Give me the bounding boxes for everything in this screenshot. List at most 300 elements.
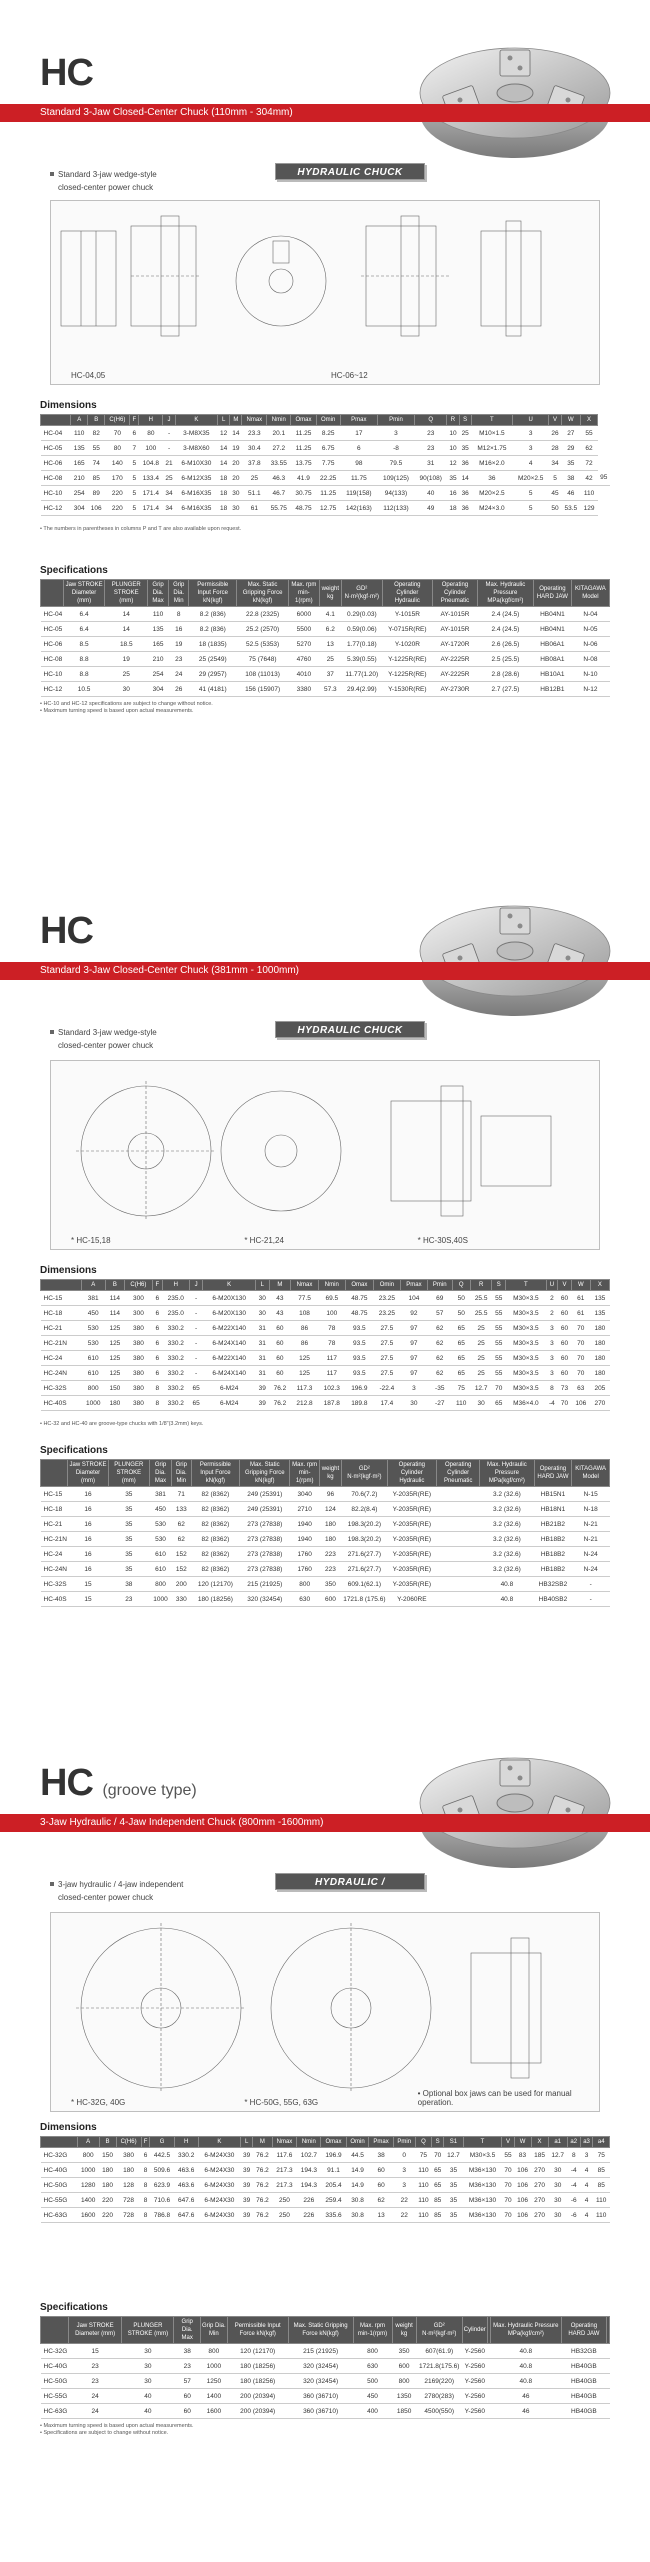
column-header: Permissible Input Force kN(kgf)	[189, 580, 237, 607]
table-cell: 509.6	[150, 2163, 174, 2178]
table-cell: 108	[291, 1306, 319, 1321]
table-cell: 5	[130, 456, 139, 471]
table-cell: 102.3	[318, 1381, 345, 1396]
table-cell: HC-15	[41, 1291, 82, 1306]
table-cell: 74	[88, 456, 105, 471]
column-header	[41, 580, 64, 607]
table-row	[41, 1381, 610, 1396]
description	[58, 1026, 258, 1052]
table-cell: HC-06	[41, 637, 64, 652]
table-cell: 27.5	[373, 1351, 400, 1366]
table-cell: 40.8	[480, 1592, 534, 1607]
table-cell: 8	[152, 1396, 162, 1411]
table-cell: 6000	[289, 607, 320, 622]
figure-caption: * HC-32G, 40G	[71, 2098, 126, 2107]
table-cell: 198.3(20.2)	[342, 1532, 388, 1547]
column-header: weight kg	[392, 2317, 416, 2344]
table-cell: 5500	[289, 622, 320, 637]
table-cell: 51.1	[242, 486, 267, 501]
column-header: Cylinder	[462, 2317, 487, 2344]
table-cell: 85	[593, 2178, 610, 2193]
table-cell: 25	[459, 426, 471, 441]
table-cell: 259.4	[321, 2193, 346, 2208]
table-cell: 500	[353, 2374, 392, 2389]
column-header: C(H6)	[116, 2137, 141, 2148]
title-main: HC	[40, 1762, 93, 1804]
table-cell	[606, 2344, 609, 2359]
table-cell: 300	[124, 1306, 152, 1321]
table-cell: 17.4	[373, 1396, 400, 1411]
dimensions-heading: Dimensions	[40, 400, 97, 411]
table-cell: HC-32S	[41, 1577, 68, 1592]
table-cell: 4.1	[319, 607, 341, 622]
table-cell: 39	[255, 1381, 269, 1396]
table-cell: 34	[163, 501, 175, 516]
table-cell: 3	[546, 1366, 557, 1381]
table-cell: 16	[68, 1487, 108, 1502]
table-cell: 330.2	[162, 1366, 189, 1381]
table-cell: 110	[71, 426, 88, 441]
table-cell: HC-21N	[41, 1532, 68, 1547]
table-cell: 61	[571, 1291, 590, 1306]
table-cell: 4	[580, 2163, 593, 2178]
table-cell: 1400	[200, 2389, 227, 2404]
table-cell: HC-32G	[41, 2148, 78, 2163]
table-cell: 28	[549, 441, 561, 456]
table-cell: N-21	[572, 1517, 610, 1532]
table-row	[41, 1366, 610, 1381]
table-cell: 6	[152, 1366, 162, 1381]
column-header: K	[203, 1280, 256, 1291]
table-cell: 19	[169, 637, 189, 652]
table-cell: HB18N1	[534, 1502, 572, 1517]
table-row	[41, 2178, 610, 2193]
table-cell: 50	[452, 1306, 470, 1321]
table-cell: 2	[546, 1291, 557, 1306]
table-cell: 786.8	[150, 2208, 174, 2223]
column-header: Omin	[373, 1280, 400, 1291]
table-cell: 76.2	[253, 2193, 272, 2208]
table-cell: 100	[139, 441, 163, 456]
table-cell: 60	[558, 1351, 572, 1366]
table-cell: 23	[68, 2374, 122, 2389]
table-cell: 102.7	[297, 2148, 321, 2163]
table-cell: 55	[492, 1291, 506, 1306]
table-cell: 156 (15907)	[237, 682, 289, 697]
table-cell: 94(133)	[377, 486, 414, 501]
table-cell: 12	[447, 456, 459, 471]
table-cell: 0.29(0.03)	[342, 607, 383, 622]
table-cell: 3040	[290, 1487, 319, 1502]
table-cell: HB40SB2	[534, 1592, 572, 1607]
table-cell: 196.9	[321, 2148, 346, 2163]
table-row	[41, 2359, 610, 2374]
column-header: GD² N·m²(kgf·m²)	[416, 2317, 462, 2344]
table-cell: 39	[241, 2208, 253, 2223]
table-cell: 40.8	[490, 2344, 561, 2359]
table-cell: 15	[68, 1592, 108, 1607]
table-cell: 31	[255, 1366, 269, 1381]
column-header: Q	[415, 2137, 431, 2148]
table-cell: 165	[71, 456, 88, 471]
table-cell: 75	[452, 1381, 470, 1396]
table-cell: 60	[558, 1291, 572, 1306]
table-header-row	[41, 580, 610, 607]
table-cell: 36	[471, 471, 512, 486]
table-cell: 35	[444, 2193, 463, 2208]
table-cell: 30	[122, 2359, 174, 2374]
table-cell: 57.3	[319, 682, 341, 697]
table-cell: HB32SB2	[534, 1577, 572, 1592]
table-cell: 125	[105, 1351, 124, 1366]
table-cell: 8	[567, 2148, 580, 2163]
table-cell: 5	[130, 471, 139, 486]
table-cell: Y-2035R(RE)	[387, 1532, 436, 1547]
column-header: Operating Cylinder Hydraulic	[382, 580, 433, 607]
table-cell: 3	[393, 2178, 415, 2193]
table-row	[41, 426, 611, 441]
table-cell: 35	[561, 456, 580, 471]
column-header: a3	[580, 2137, 593, 2148]
table-cell: 14	[105, 622, 148, 637]
table-cell: 93.5	[345, 1321, 373, 1336]
column-header: K	[175, 415, 217, 426]
table-cell: 48.75	[345, 1306, 373, 1321]
table-cell	[437, 1592, 480, 1607]
table-cell: 7.75	[316, 456, 340, 471]
table-cell: HC-18	[41, 1306, 82, 1321]
table-cell: Y-0715R(RE)	[382, 622, 433, 637]
table-cell: 4	[580, 2178, 593, 2193]
table-cell: 106	[514, 2193, 531, 2208]
table-cell: 128	[116, 2178, 141, 2193]
column-header: M	[253, 2137, 272, 2148]
table-cell: 610	[150, 1547, 172, 1562]
table-cell: 25 (2549)	[189, 652, 237, 667]
table-cell: 3380	[289, 682, 320, 697]
table-cell: 271.6(27.7)	[342, 1562, 388, 1577]
description-line: closed-center power chuck	[58, 183, 154, 192]
table-cell: 3	[400, 1381, 427, 1396]
table-cell: 8	[141, 2193, 150, 2208]
table-cell: 76.2	[253, 2148, 272, 2163]
table-cell: 200 (20394)	[227, 2404, 288, 2419]
table-cell: 16	[68, 1532, 108, 1547]
table-cell: 60	[558, 1321, 572, 1336]
table-cell: 6-M24	[203, 1381, 256, 1396]
table-cell: 607(61.9)	[416, 2344, 462, 2359]
table-row	[41, 652, 610, 667]
table-cell: Y-2060RE	[387, 1592, 436, 1607]
table-cell: N-10	[571, 667, 609, 682]
table-cell: 13	[369, 2208, 393, 2223]
table-cell: 3.2 (32.6)	[480, 1517, 534, 1532]
table-cell: 20	[230, 456, 242, 471]
table-cell: 125	[291, 1351, 319, 1366]
table-cell: 76.2	[253, 2208, 272, 2223]
table-cell: 38	[561, 471, 580, 486]
column-header: B	[105, 1280, 124, 1291]
table-row	[41, 2389, 610, 2404]
table-cell: -	[572, 1592, 610, 1607]
column-header: PLUNGER STROKE (mm)	[122, 2317, 174, 2344]
table-cell: 223	[319, 1547, 341, 1562]
table-cell: 400	[353, 2404, 392, 2419]
table-cell: 129	[581, 501, 598, 516]
table-row	[41, 1321, 610, 1336]
column-header: Max. Static Gripping Force kN(kgf)	[240, 1460, 290, 1487]
table-cell: M30×3.5	[506, 1306, 547, 1321]
column-header: L	[218, 415, 230, 426]
table-cell	[606, 2359, 609, 2374]
table-cell: 39	[241, 2178, 253, 2193]
table-cell: 119(158)	[340, 486, 377, 501]
table-cell: 171.4	[139, 486, 163, 501]
table-cell: 610	[81, 1366, 105, 1381]
column-header: Max. rpm min-1(rpm)	[290, 1460, 319, 1487]
table-cell: 18 (1835)	[189, 637, 237, 652]
dimensions-heading: Dimensions	[40, 2122, 97, 2133]
table-cell	[606, 2374, 609, 2389]
column-header: A	[81, 1280, 105, 1291]
table-cell: 60	[558, 1306, 572, 1321]
table-cell: 205	[590, 1381, 609, 1396]
table-cell: 6	[340, 441, 377, 456]
table-cell: 3	[512, 426, 548, 441]
table-cell: HB08A1	[534, 652, 572, 667]
table-cell: 273 (27838)	[240, 1517, 290, 1532]
table-cell: HB40GB	[561, 2359, 606, 2374]
table-cell: 18	[218, 486, 230, 501]
table-cell: 3	[580, 2148, 593, 2163]
column-header: Pmax	[400, 1280, 427, 1291]
column-header: weight kg	[319, 1460, 341, 1487]
table-cell: 2.5 (25.5)	[477, 652, 533, 667]
column-header: H	[162, 1280, 189, 1291]
table-cell: -	[189, 1321, 203, 1336]
table-cell: HC-05	[41, 622, 64, 637]
table-cell: 71	[171, 1487, 191, 1502]
table-cell: 270	[531, 2178, 548, 2193]
table-cell: 530	[150, 1517, 172, 1532]
table-cell: 8	[141, 2208, 150, 2223]
table-cell: Y-2035R(RE)	[387, 1562, 436, 1577]
table-cell: 76.2	[253, 2163, 272, 2178]
table-cell: 25	[470, 1336, 492, 1351]
column-header: W	[561, 415, 580, 426]
description-line: closed-center power chuck	[58, 1893, 154, 1902]
table-cell: 11.75	[340, 471, 377, 486]
note-line: • Maximum turning speed is based upon actual measurements.	[40, 2423, 194, 2429]
table-cell: 142(163)	[340, 501, 377, 516]
table-cell: HB15N1	[534, 1487, 572, 1502]
table-cell: -4	[567, 2163, 580, 2178]
table-cell: 14	[218, 441, 230, 456]
table-cell: 220	[105, 501, 130, 516]
table-cell: 70	[571, 1351, 590, 1366]
table-cell: AY-2225R	[433, 667, 478, 682]
table-cell: 200 (20394)	[227, 2389, 288, 2404]
table-cell: 55	[581, 426, 598, 441]
table-cell: 171.4	[139, 501, 163, 516]
table-cell: 34	[549, 456, 561, 471]
table-cell: 3.2 (32.6)	[480, 1502, 534, 1517]
table-cell: 180 (18256)	[227, 2374, 288, 2389]
table-cell: 800	[77, 2148, 99, 2163]
table-cell: 6-M16X35	[175, 501, 217, 516]
figure-caption: * HC-50G, 55G, 63G	[244, 2098, 319, 2107]
table-cell: 112(133)	[377, 501, 414, 516]
note-line: • Specifications are subject to change without notice.	[40, 2430, 169, 2436]
table-cell: 60	[269, 1366, 291, 1381]
table-cell: 180	[116, 2163, 141, 2178]
table-cell: 220	[99, 2193, 116, 2208]
table-cell: 55	[502, 2148, 514, 2163]
table-cell: N-12	[571, 682, 609, 697]
table-cell: 210	[148, 652, 169, 667]
table-cell: 36	[459, 486, 471, 501]
column-header: Max. Hydraulic Pressure MPa(kgf/cm²)	[490, 2317, 561, 2344]
table-cell: 57	[174, 2374, 200, 2389]
figure-caption: * HC-21,24	[244, 1236, 284, 1245]
table-cell: 11.25	[291, 441, 316, 456]
table-cell: 25.5	[470, 1306, 492, 1321]
table-cell: 360 (36710)	[288, 2389, 353, 2404]
table-cell: 82	[88, 426, 105, 441]
table-cell: 120 (12170)	[227, 2344, 288, 2359]
table-cell: HC-15	[41, 1487, 68, 1502]
table-cell: 13.75	[291, 456, 316, 471]
table-cell: 41.9	[291, 471, 316, 486]
table-cell: Y-2560	[462, 2344, 487, 2359]
table-cell: 65	[432, 2178, 444, 2193]
table-cell: 10.5	[63, 682, 105, 697]
specifications-notes	[40, 701, 213, 715]
note-line: • The numbers in parentheses in columns P and T are also available upon request.	[40, 526, 242, 532]
table-cell: 96	[319, 1487, 341, 1502]
table-cell: 23.25	[373, 1306, 400, 1321]
column-header	[606, 2317, 609, 2344]
table-cell: 106	[514, 2178, 531, 2193]
table-cell: 152	[171, 1562, 191, 1577]
table-cell: 35	[108, 1562, 150, 1577]
table-cell: 19	[230, 441, 242, 456]
column-header: Jaw STROKE Diameter (mm)	[68, 1460, 108, 1487]
table-cell: -	[189, 1351, 203, 1366]
table-cell: 40.8	[490, 2374, 561, 2389]
column-header: Pmin	[377, 415, 414, 426]
column-header: H	[139, 415, 163, 426]
table-cell: 1940	[290, 1532, 319, 1547]
table-cell: 180	[590, 1321, 609, 1336]
column-header: V	[502, 2137, 514, 2148]
table-cell: 70	[571, 1366, 590, 1381]
table-cell: M30×3.5	[506, 1336, 547, 1351]
description	[58, 1878, 258, 1904]
table-cell: 65	[452, 1336, 470, 1351]
table-row	[41, 1306, 610, 1321]
table-cell: 1600	[77, 2208, 99, 2223]
table-cell: 170	[105, 471, 130, 486]
table-cell: 114	[105, 1291, 124, 1306]
table-cell: 110	[452, 1396, 470, 1411]
section-1	[0, 0, 650, 850]
table-cell: 62	[171, 1532, 191, 1547]
table-cell: 380	[124, 1321, 152, 1336]
table-cell: HC-18	[41, 1502, 68, 1517]
table-cell: 16	[169, 622, 189, 637]
table-cell: 55	[492, 1366, 506, 1381]
table-cell: -	[163, 441, 175, 456]
table-cell: 6-M20X130	[203, 1291, 256, 1306]
table-cell: 40	[122, 2404, 174, 2419]
table-cell: 62	[427, 1351, 452, 1366]
specifications-heading: Specifications	[40, 1445, 108, 1456]
column-header: V	[558, 1280, 572, 1291]
column-header: Operating Cylinder Hydraulic	[387, 1460, 436, 1487]
table-cell: 11.25	[291, 426, 316, 441]
table-cell: M36×130	[463, 2163, 502, 2178]
specifications-table	[40, 1459, 610, 1607]
table-cell: 16	[447, 486, 459, 501]
table-row	[41, 1547, 610, 1562]
table-cell: 1280	[77, 2178, 99, 2193]
table-cell: 93.5	[345, 1336, 373, 1351]
table-cell: Y-2035R(RE)	[387, 1487, 436, 1502]
table-cell: 3	[546, 1351, 557, 1366]
column-header: Nmax	[272, 2137, 297, 2148]
column-header: Operating HARD JAW	[534, 580, 572, 607]
column-header: PLUNGER STROKE (mm)	[108, 1460, 150, 1487]
table-cell: 15	[68, 2344, 122, 2359]
table-cell	[437, 1532, 480, 1547]
table-cell: 6-M24X30	[198, 2193, 240, 2208]
table-cell: 30.75	[291, 486, 316, 501]
table-cell: 80	[105, 441, 130, 456]
table-row	[41, 2193, 610, 2208]
table-cell: M20×2.5	[512, 471, 548, 486]
table-cell: 215 (21925)	[288, 2344, 353, 2359]
description	[58, 168, 258, 194]
technical-drawing	[50, 200, 600, 385]
chuck-type-badge: HYDRAULIC CHUCK	[275, 1021, 425, 1038]
product-title	[40, 1762, 197, 1805]
table-cell: HB04N1	[534, 622, 572, 637]
table-cell: 70	[502, 2163, 514, 2178]
column-header: Max. rpm min-1(rpm)	[289, 580, 320, 607]
table-cell: 27	[561, 426, 580, 441]
column-header: T	[471, 415, 512, 426]
table-cell: 23.3	[242, 426, 267, 441]
table-cell: 610	[81, 1351, 105, 1366]
table-cell: 85	[432, 2193, 444, 2208]
table-cell: HC-04	[41, 426, 71, 441]
table-cell: AY-1015R	[433, 607, 478, 622]
column-header: W	[514, 2137, 531, 2148]
table-cell: 270	[590, 1396, 609, 1411]
table-cell: 69.5	[318, 1291, 345, 1306]
table-cell: 23	[415, 426, 447, 441]
column-header: KITAGAWA Model	[571, 580, 609, 607]
table-cell: Y-1225R(RE)	[382, 652, 433, 667]
table-cell: 36	[459, 501, 471, 516]
table-cell: M30×3.5	[506, 1291, 547, 1306]
table-cell: 23.25	[373, 1291, 400, 1306]
table-cell: 6-M24	[203, 1396, 256, 1411]
table-row	[41, 1502, 610, 1517]
table-cell: 630	[353, 2359, 392, 2374]
column-header: Nmin	[267, 415, 291, 426]
